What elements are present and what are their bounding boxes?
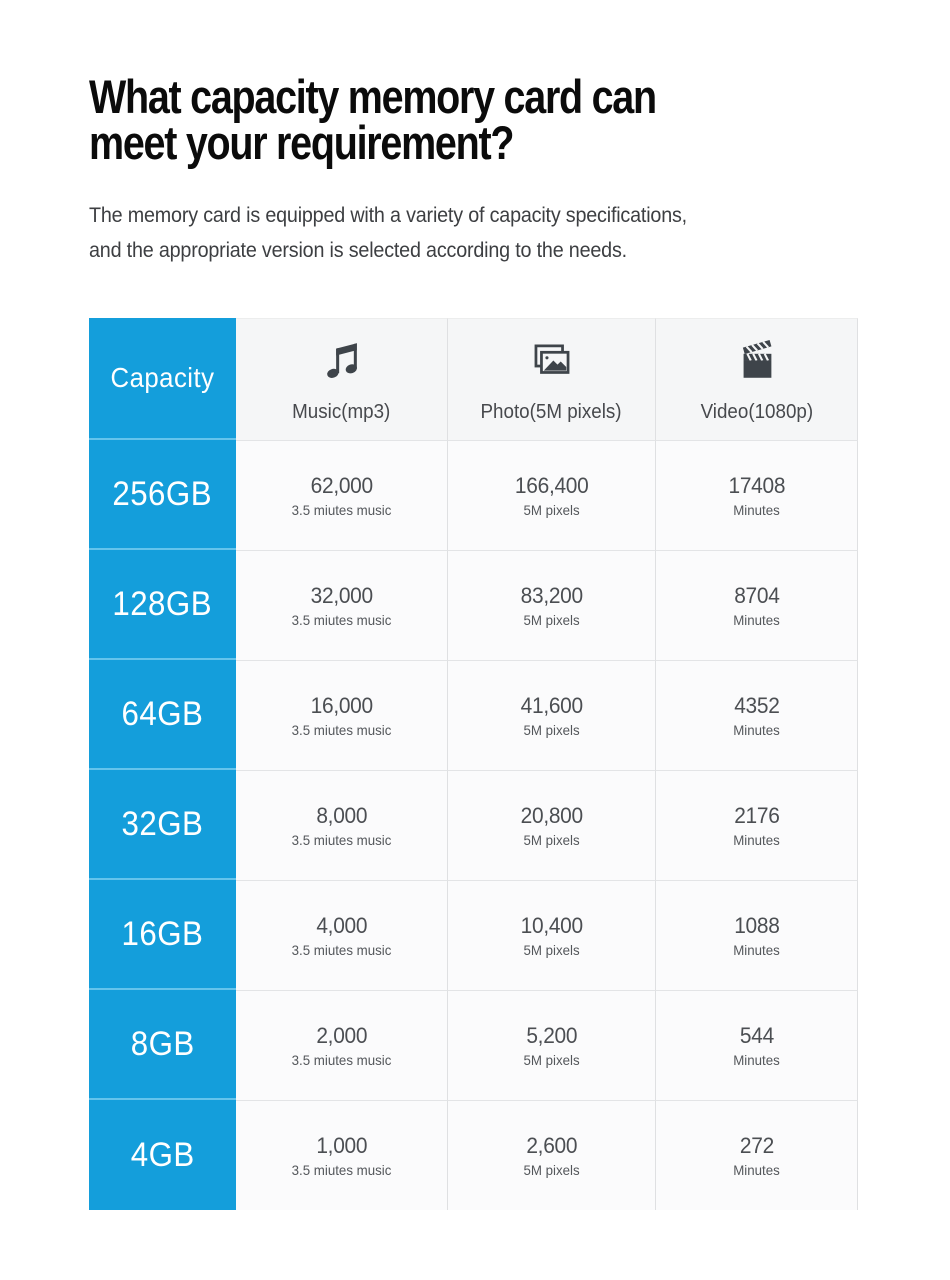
music-cell-64gb	[236, 660, 448, 770]
photo-value: 5,200	[526, 1023, 577, 1048]
video-cell-64gb	[656, 660, 858, 770]
photo-cell-128gb	[448, 550, 656, 660]
photo-cell-256gb	[448, 440, 656, 550]
video-cell-128gb	[656, 550, 858, 660]
video-unit: Minutes	[733, 942, 780, 958]
photo-unit: 5M pixels	[523, 722, 580, 738]
video-unit: Minutes	[733, 502, 780, 518]
photo-unit: 5M pixels	[523, 612, 580, 628]
video-value: 272	[739, 1133, 774, 1158]
music-cell-4gb	[236, 1100, 448, 1210]
page-subtitle-line-2: and the appropriate version is selected according to the needs.	[89, 239, 627, 262]
video-value: 4352	[733, 693, 780, 718]
music-value: 2,000	[316, 1023, 367, 1048]
capacity-header-cell	[89, 318, 236, 440]
music-value: 32,000	[310, 583, 373, 608]
page-title	[89, 0, 890, 169]
column-header-music	[236, 318, 448, 440]
video-value: 544	[739, 1023, 774, 1048]
music-cell-256gb	[236, 440, 448, 550]
capacity-cell-label: 256GB	[112, 474, 213, 513]
capacity-cell-label: 128GB	[112, 584, 213, 623]
photo-unit: 5M pixels	[523, 1162, 580, 1178]
capacity-cell-16gb	[89, 880, 236, 990]
photo-value: 2,600	[526, 1133, 577, 1158]
page-subtitle-line-1: The memory card is equipped with a variety of capacity specifications,	[89, 204, 687, 227]
photo-cell-16gb	[448, 880, 656, 990]
photo-cell-32gb	[448, 770, 656, 880]
photo-value: 166,400	[514, 473, 589, 498]
photo-cell-8gb	[448, 990, 656, 1100]
capacity-cell-4gb	[89, 1100, 236, 1210]
photo-value: 83,200	[520, 583, 583, 608]
video-unit: Minutes	[733, 1162, 780, 1178]
capacity-cell-label: 64GB	[121, 694, 204, 733]
photo-unit: 5M pixels	[523, 502, 580, 518]
music-unit: 3.5 miutes music	[291, 612, 392, 628]
music-unit: 3.5 miutes music	[291, 832, 392, 848]
video-value: 8704	[733, 583, 780, 608]
video-cell-32gb	[656, 770, 858, 880]
photo-unit: 5M pixels	[523, 1052, 580, 1068]
music-value: 4,000	[316, 913, 367, 938]
capacity-cell-8gb	[89, 990, 236, 1100]
video-cell-16gb	[656, 880, 858, 990]
music-unit: 3.5 miutes music	[291, 942, 392, 958]
capacity-cell-label: 32GB	[121, 804, 204, 843]
music-value: 1,000	[316, 1133, 367, 1158]
capacity-cell-32gb	[89, 770, 236, 880]
column-header-video-label: Video(1080p)	[700, 401, 813, 423]
video-cell-4gb	[656, 1100, 858, 1210]
photo-icon	[529, 335, 575, 387]
column-header-photo	[448, 318, 656, 440]
video-cell-8gb	[656, 990, 858, 1100]
music-unit: 3.5 miutes music	[291, 502, 392, 518]
photo-value: 41,600	[520, 693, 583, 718]
column-header-photo-label: Photo(5M pixels)	[480, 401, 623, 423]
music-cell-32gb	[236, 770, 448, 880]
page-title-line-2: meet your requirement?	[89, 116, 514, 169]
photo-unit: 5M pixels	[523, 832, 580, 848]
clapperboard-icon	[734, 335, 780, 387]
column-header-video	[656, 318, 858, 440]
music-unit: 3.5 miutes music	[291, 722, 392, 738]
video-unit: Minutes	[733, 832, 780, 848]
video-unit: Minutes	[733, 612, 780, 628]
video-cell-256gb	[656, 440, 858, 550]
music-value: 16,000	[310, 693, 373, 718]
capacity-cell-64gb	[89, 660, 236, 770]
music-cell-16gb	[236, 880, 448, 990]
music-cell-8gb	[236, 990, 448, 1100]
music-note-icon	[320, 335, 364, 387]
video-unit: Minutes	[733, 1052, 780, 1068]
capacity-cell-label: 4GB	[130, 1135, 195, 1174]
capacity-header-label: Capacity	[110, 362, 215, 393]
capacity-cell-label: 16GB	[121, 914, 204, 953]
music-unit: 3.5 miutes music	[291, 1052, 392, 1068]
music-cell-128gb	[236, 550, 448, 660]
photo-unit: 5M pixels	[523, 942, 580, 958]
capacity-cell-128gb	[89, 550, 236, 660]
photo-cell-4gb	[448, 1100, 656, 1210]
video-value: 17408	[728, 473, 785, 498]
photo-value: 10,400	[520, 913, 583, 938]
photo-value: 20,800	[520, 803, 583, 828]
page-subtitle	[89, 198, 890, 268]
music-value: 8,000	[316, 803, 367, 828]
capacity-cell-label: 8GB	[130, 1024, 195, 1063]
photo-cell-64gb	[448, 660, 656, 770]
video-value: 2176	[733, 803, 780, 828]
music-unit: 3.5 miutes music	[291, 1162, 392, 1178]
music-value: 62,000	[310, 473, 373, 498]
video-unit: Minutes	[733, 722, 780, 738]
video-value: 1088	[733, 913, 780, 938]
capacity-spec-table	[89, 318, 858, 1210]
capacity-cell-256gb	[89, 440, 236, 550]
page-title-line-1: What capacity memory card can	[89, 70, 656, 123]
column-header-music-label: Music(mp3)	[292, 401, 391, 423]
